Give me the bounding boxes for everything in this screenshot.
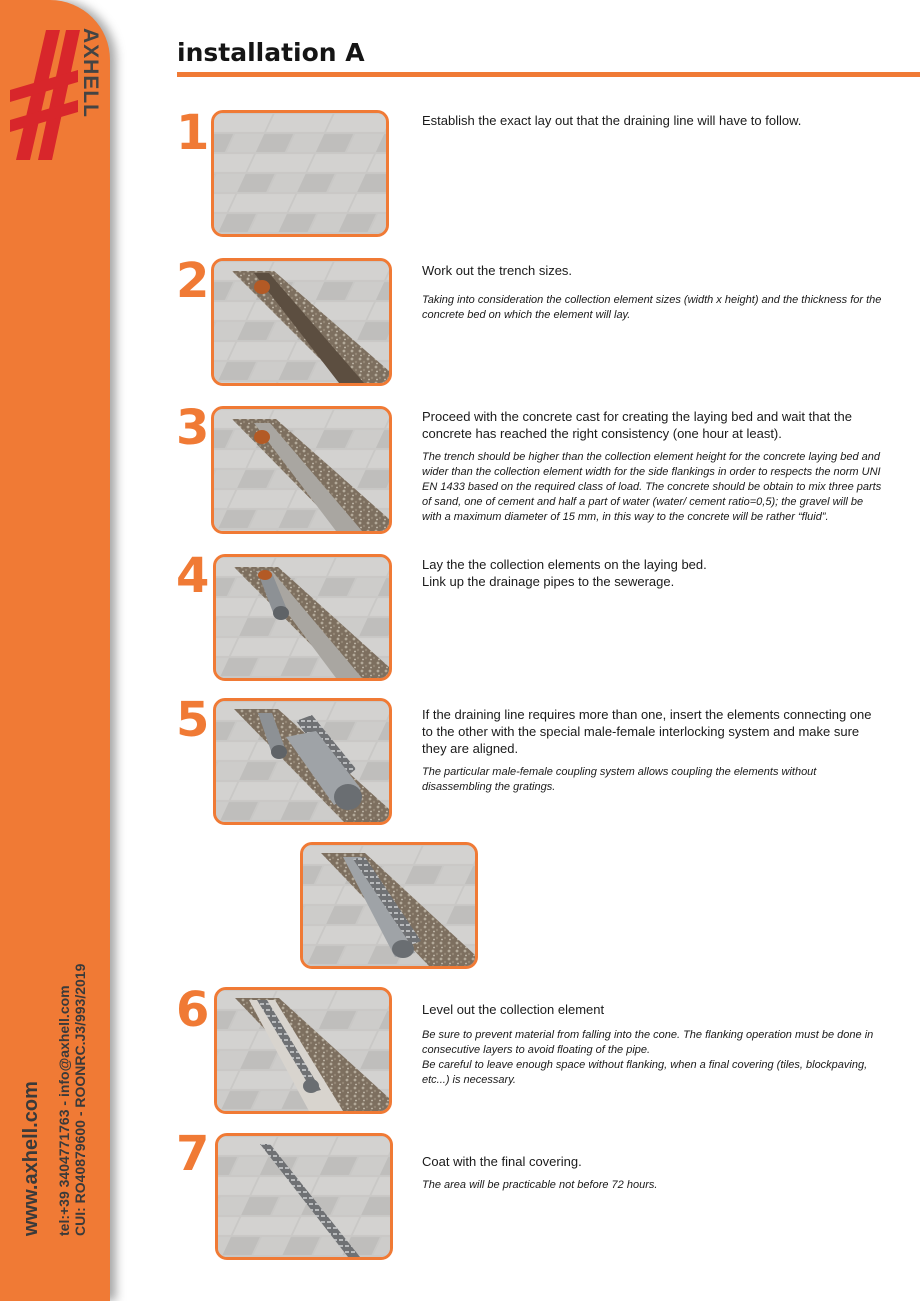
step-title: Proceed with the concrete cast for creating the laying bed and wait that the concrete has reached the right consistency (one hour at least). xyxy=(422,409,852,441)
step-number: 4 xyxy=(176,548,210,604)
contact-block xyxy=(0,961,110,1281)
website-link[interactable]: www.axhell.com xyxy=(20,1081,42,1236)
step-6-photo xyxy=(214,987,392,1114)
step-note-2: Be careful to leave enough space without flanking, when a final covering (tiles, blockpaving, etc...) is necessary. xyxy=(422,1059,868,1086)
step-2-photo xyxy=(211,258,392,386)
brand-name: AXHELL xyxy=(79,28,102,118)
step-number: 7 xyxy=(176,1126,210,1182)
step-note: Be sure to prevent material from falling into the cone. The flanking operation must be done in consecutive layers to avoid floating of the pipe. xyxy=(422,1029,874,1056)
step-note: The trench should be higher than the collection element height for the concrete laying bed and wider than the collection element width for the side flankings in order to respects the norm UNI EN 1433 based on the required class of load. The concrete should be obtain to mix three parts of sand, one of cement and half a part of water (water/ cement ratio=0,5); the gravel will be with a maximum diameter of 15 mm, in this way to the concrete will be rather “fluid”. xyxy=(422,451,882,523)
step-title: Work out the trench sizes. xyxy=(422,263,573,278)
phone-email: tel:+39 3404771763 - info@axhell.com xyxy=(56,985,72,1236)
step-number: 6 xyxy=(176,982,210,1038)
step-title: If the draining line requires more than one, insert the elements connecting one to the other with the special male-female interlocking system and make sure they are aligned. xyxy=(422,707,872,756)
step-title-line-2: Link up the drainage pipes to the sewerage. xyxy=(422,574,675,589)
page-title: installation A xyxy=(177,38,365,67)
step-title: Level out the collection element xyxy=(422,1002,605,1017)
step-1-photo xyxy=(211,110,389,237)
step-5-text xyxy=(422,706,882,795)
step-title: Lay the the collection elements on the laying bed. xyxy=(422,557,707,572)
step-number: 3 xyxy=(176,400,210,456)
step-note: Taking into consideration the collection element sizes (width x height) and the thickness for the concrete bed on which the element will lay. xyxy=(422,294,882,321)
step-7-photo xyxy=(215,1133,393,1260)
step-5-detail-photo xyxy=(300,842,478,969)
step-5-photo xyxy=(213,698,392,825)
registration-info: CUI: RO40879600 - ROONRC.J3/993/2019 xyxy=(72,963,88,1236)
title-divider xyxy=(177,72,920,77)
step-number: 5 xyxy=(176,692,210,748)
step-note: The area will be practicable not before 72 hours. xyxy=(422,1179,658,1191)
step-4-photo xyxy=(213,554,392,681)
step-number: 1 xyxy=(176,105,210,161)
step-title: Coat with the final covering. xyxy=(422,1154,582,1169)
step-3-photo xyxy=(211,406,392,534)
step-3-text xyxy=(422,408,882,525)
step-6-text xyxy=(422,1001,882,1088)
step-1-text xyxy=(422,112,882,137)
step-4-text xyxy=(422,556,882,598)
step-2-text xyxy=(422,262,882,323)
step-number: 2 xyxy=(176,253,210,309)
sidebar xyxy=(0,0,110,1301)
step-7-text xyxy=(422,1153,882,1193)
step-note: The particular male-female coupling system allows coupling the elements without disassembling the gratings. xyxy=(422,766,817,793)
step-title: Establish the exact lay out that the draining line will have to follow. xyxy=(422,113,802,128)
